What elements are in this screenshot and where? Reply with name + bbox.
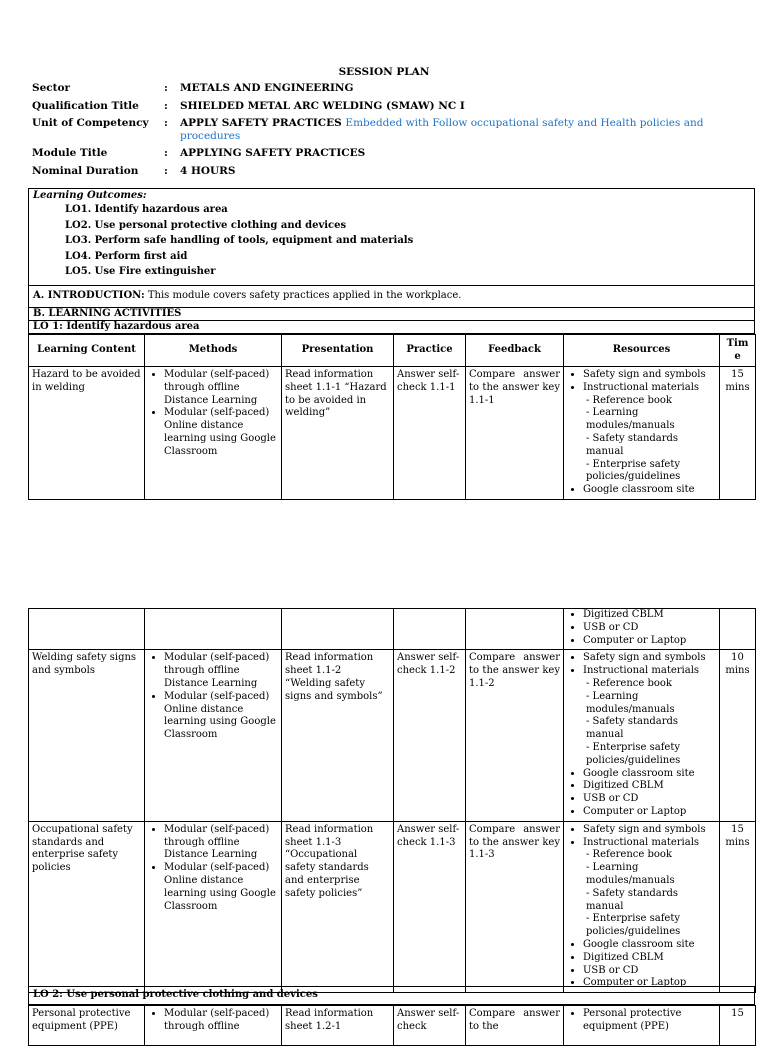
resources bbox=[564, 609, 720, 650]
presentation: Read information sheet 1.1-3 “Occupational safety standards and enterprise safety policies” bbox=[282, 821, 394, 992]
resource-item: • USB or CD bbox=[583, 965, 716, 978]
meta-module bbox=[32, 147, 742, 165]
meta-value: APPLYING SAFETY PRACTICES bbox=[180, 147, 366, 159]
session-meta bbox=[32, 82, 742, 182]
col-header: Presentation bbox=[282, 335, 394, 367]
practice: Answer self-check 1.1-3 bbox=[394, 821, 466, 992]
resource-item: • USB or CD bbox=[583, 793, 716, 806]
learning-content: Personal protective equipment (PPE) bbox=[29, 1006, 145, 1046]
feedback: Compare answer to the answer key 1.1-3 bbox=[466, 821, 564, 992]
meta-unit bbox=[32, 117, 742, 147]
resource-sub: - Enterprise safety policies/guidelines bbox=[586, 913, 681, 938]
resource-item: • Safety sign and symbols bbox=[583, 652, 716, 665]
meta-value bbox=[180, 117, 742, 147]
resource-item: • Google classroom site bbox=[583, 768, 716, 781]
col-header: Tim e bbox=[720, 335, 756, 367]
method-item: • Modular (self-paced) through offline Distance Learning bbox=[164, 369, 278, 407]
meta-label: Nominal Duration bbox=[32, 164, 139, 177]
time: 15 mins bbox=[720, 367, 756, 500]
meta-colon: : bbox=[164, 164, 168, 177]
meta-colon: : bbox=[164, 82, 168, 94]
method-item: • Modular (self-paced) through offline Distance Learning bbox=[164, 652, 278, 690]
learning-content: Occupational safety standards and enterprise safety policies bbox=[29, 821, 145, 992]
meta-colon: : bbox=[164, 117, 168, 129]
col-header: Practice bbox=[394, 335, 466, 367]
feedback bbox=[466, 609, 564, 650]
introduction-section bbox=[28, 286, 755, 308]
resource-item: • Computer or Laptop bbox=[583, 635, 716, 648]
resource-sub: - Learning modules/manuals bbox=[586, 690, 675, 715]
method-item: • Modular (self-paced) through offline bbox=[164, 1008, 278, 1034]
activities-table-lo2 bbox=[28, 1005, 756, 1046]
page-title: SESSION PLAN bbox=[338, 66, 430, 78]
resource-item: • Digitized CBLM bbox=[583, 609, 716, 622]
method-item: • Modular (self-paced) Online distance learning using Google Classroom bbox=[164, 691, 278, 742]
table-header-row bbox=[29, 335, 756, 367]
practice: Answer self-check 1.1-2 bbox=[394, 650, 466, 821]
outcome-item: LO4. Perform first aid bbox=[65, 250, 188, 262]
resource-sub: - Learning modules/manuals bbox=[586, 407, 675, 432]
resource-sub: - Safety standards manual bbox=[586, 887, 679, 912]
method-item: • Modular (self-paced) through offline Distance Learning bbox=[164, 824, 278, 862]
resource-item: • Instructional materials - Reference book - Learning modules/manuals - Safety standards manual - Enterprise safety policies/guidelines bbox=[583, 837, 716, 939]
resource-item: • Computer or Laptop bbox=[583, 806, 716, 819]
meta-colon: : bbox=[164, 99, 168, 112]
resources bbox=[564, 1006, 720, 1046]
practice bbox=[394, 609, 466, 650]
meta-sector bbox=[32, 82, 742, 100]
presentation bbox=[282, 609, 394, 650]
time: 15 bbox=[720, 1006, 756, 1046]
practice: Answer self-check bbox=[394, 1006, 466, 1046]
meta-value: METALS AND ENGINEERING bbox=[180, 82, 354, 94]
method-item: • Modular (self-paced) Online distance learning using Google Classroom bbox=[164, 862, 278, 913]
meta-value: SHIELDED METAL ARC WELDING (SMAW) NC I bbox=[180, 99, 465, 112]
meta-label: Qualification Title bbox=[32, 99, 139, 112]
resource-item: • Safety sign and symbols bbox=[583, 369, 716, 382]
resources bbox=[564, 367, 720, 500]
table-row bbox=[29, 650, 756, 821]
resource-sub: - Enterprise safety policies/guidelines bbox=[586, 741, 681, 766]
introduction-label: A. INTRODUCTION: bbox=[33, 290, 145, 301]
resource-sub: - Reference book bbox=[586, 394, 672, 406]
methods bbox=[145, 609, 282, 650]
learning-activities-label: B. LEARNING ACTIVITIES bbox=[28, 308, 755, 321]
meta-label: Sector bbox=[32, 82, 71, 94]
presentation: Read information sheet 1.1-1 “Hazard to be avoided in welding” bbox=[282, 367, 394, 500]
activities-table-page1 bbox=[28, 334, 756, 500]
resource-item: • Digitized CBLM bbox=[583, 780, 716, 793]
resource-sub: - Reference book bbox=[586, 677, 672, 689]
col-header: Resources bbox=[564, 335, 720, 367]
resource-sub: - Reference book bbox=[586, 849, 672, 861]
introduction-text: This module covers safety practices applied in the workplace. bbox=[147, 290, 462, 301]
unit-value: APPLY SAFETY PRACTICES bbox=[180, 117, 342, 129]
resource-sub: - Enterprise safety policies/guidelines bbox=[586, 458, 681, 483]
resource-item: • Google classroom site bbox=[583, 939, 716, 952]
resource-sub: - Learning modules/manuals bbox=[586, 862, 675, 886]
outcome-item: LO1. Identify hazardous area bbox=[65, 204, 228, 215]
meta-duration bbox=[32, 165, 742, 183]
meta-value: 4 HOURS bbox=[180, 164, 236, 177]
time bbox=[720, 609, 756, 650]
presentation: Read information sheet 1.1-2 “Welding safety signs and symbols” bbox=[282, 650, 394, 821]
methods bbox=[145, 367, 282, 500]
methods bbox=[145, 1006, 282, 1046]
unit-embedded-note: Embedded with Follow occupational safety and Health policies and procedures bbox=[180, 117, 704, 142]
methods bbox=[145, 650, 282, 821]
outcome-item: LO2. Use personal protective clothing and devices bbox=[65, 219, 347, 231]
table-row-continued bbox=[29, 609, 756, 650]
resources bbox=[564, 650, 720, 821]
lo2-label: LO 2: Use personal protective clothing and devices bbox=[28, 986, 755, 1005]
resource-item: • Instructional materials - Reference book - Learning modules/manuals - Safety standards manual - Enterprise safety policies/guidelines bbox=[583, 665, 716, 767]
learning-outcomes-list bbox=[29, 202, 754, 280]
meta-colon: : bbox=[164, 147, 168, 159]
activities-table-page2 bbox=[28, 608, 756, 993]
outcome-item: LO3. Perform safe handling of tools, equipment and materials bbox=[65, 235, 414, 247]
time: 10 mins bbox=[720, 650, 756, 821]
resource-item: • Safety sign and symbols bbox=[583, 824, 716, 837]
resource-sub: - Safety standards manual bbox=[586, 432, 679, 457]
method-item: • Modular (self-paced) Online distance learning using Google Classroom bbox=[164, 407, 278, 458]
col-header: Feedback bbox=[466, 335, 564, 367]
resource-item: • Instructional materials - Reference book - Learning modules/manuals - Safety standards manual - Enterprise safety policies/guidelines bbox=[583, 382, 716, 484]
learning-content: Hazard to be avoided in welding bbox=[29, 367, 145, 500]
resource-item: • Google classroom site bbox=[583, 484, 716, 497]
resource-item: • USB or CD bbox=[583, 622, 716, 635]
meta-label: Module Title bbox=[32, 147, 108, 159]
table-row bbox=[29, 821, 756, 992]
practice: Answer self-check 1.1-1 bbox=[394, 367, 466, 500]
presentation: Read information sheet 1.2-1 bbox=[282, 1006, 394, 1046]
table-row bbox=[29, 367, 756, 500]
col-header: Methods bbox=[145, 335, 282, 367]
feedback: Compare answer to the bbox=[466, 1006, 564, 1046]
resource-item: • Digitized CBLM bbox=[583, 952, 716, 965]
learning-outcomes-box bbox=[28, 188, 755, 286]
outcome-item: LO5. Use Fire extinguisher bbox=[65, 266, 216, 278]
lo1-label: LO 1: Identify hazardous area bbox=[28, 321, 755, 334]
resources bbox=[564, 821, 720, 992]
resource-item: • Personal protective equipment (PPE) bbox=[583, 1008, 716, 1034]
feedback: Compare answer to the answer key 1.1-2 bbox=[466, 650, 564, 821]
meta-qualification bbox=[32, 100, 742, 118]
learning-content: Welding safety signs and symbols bbox=[29, 650, 145, 821]
feedback: Compare answer to the answer key 1.1-1 bbox=[466, 367, 564, 500]
table-row bbox=[29, 1006, 756, 1046]
meta-label: Unit of Competency bbox=[32, 117, 149, 129]
resource-sub: - Safety standards manual bbox=[586, 716, 679, 741]
time: 15 mins bbox=[720, 821, 756, 992]
col-header: Learning Content bbox=[29, 335, 145, 367]
learning-content bbox=[29, 609, 145, 650]
learning-outcomes-header: Learning Outcomes: bbox=[33, 190, 147, 201]
methods bbox=[145, 821, 282, 992]
resource-item: • Computer or Laptop bbox=[583, 977, 716, 990]
